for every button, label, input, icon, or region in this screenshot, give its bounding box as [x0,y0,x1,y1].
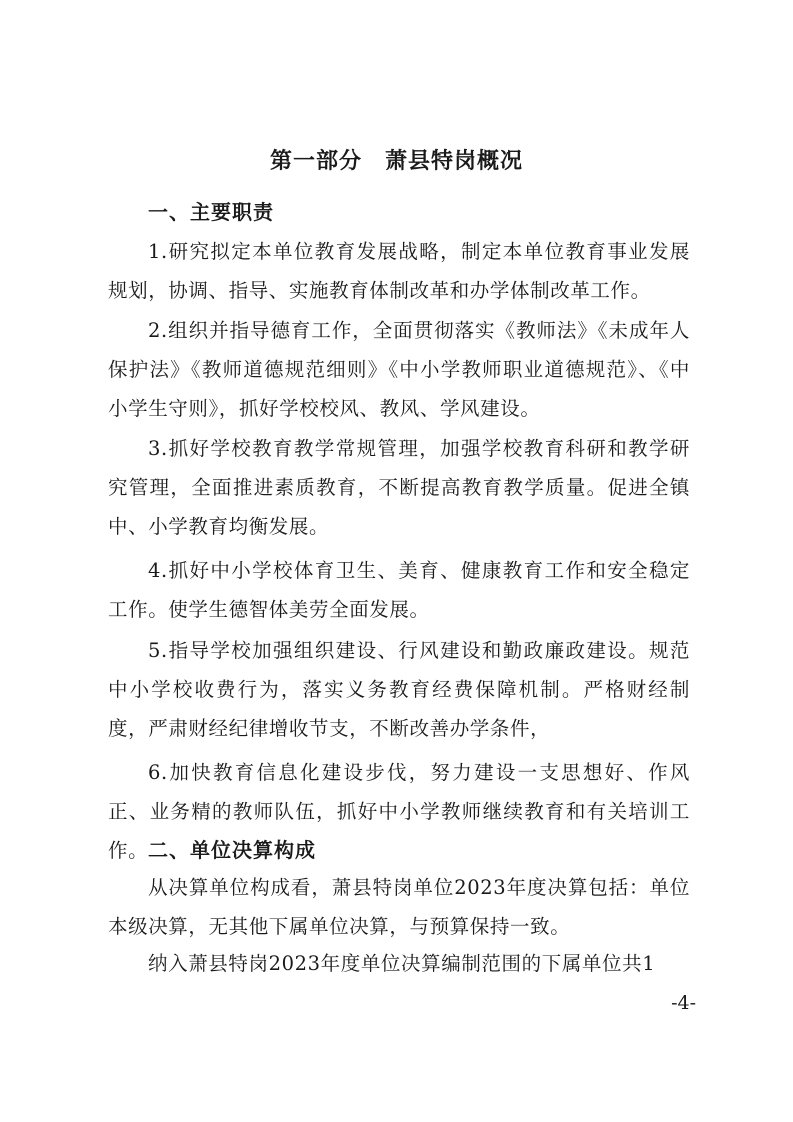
duty-paragraph-4: 4.抓好中小学校体育卫生、美育、健康教育工作和安全稳定工作。使学生德智体美劳全面发展。 [108,559,690,621]
duty-paragraph-5: 5.指导学校加强组织建设、行风建设和勤政廉政建设。规范中小学校收费行为，落实义务教育经费保障机制。严格财经制度，严肃财经纪律增收节支，不断改善办学条件， [108,639,690,740]
section-heading-composition: 二、单位决算构成 [148,838,316,862]
duty-paragraph-2: 2.组织并指导德育工作，全面贯彻落实《教师法》《未成年人保护法》《教师道德规范细则》《中小学教师职业道德规范》、《中小学生守则》，抓好学校校风、教风、学风建设。 [108,319,690,420]
page-title: 第一部分 萧县特岗概况 [269,149,523,174]
page-number: -4- [671,992,696,1014]
composition-paragraph-1: 从决算单位构成看，萧县特岗单位2023年度决算包括：单位本级决算，无其他下属单位决算，与预算保持一致。 [108,876,690,938]
section-heading-duties: 一、主要职责 [148,200,274,224]
duty-paragraph-3: 3.抓好学校教育教学常规管理，加强学校教育科研和教学研究管理，全面推进素质教育，不断提高教育教学质量。促进全镇中、小学教育均衡发展。 [108,437,690,538]
duty-paragraph-1: 1.研究拟定本单位教育发展战略，制定本单位教育事业发展规划，协调、指导、实施教育体制改革和办学体制改革工作。 [108,240,690,302]
composition-paragraph-2: 纳入萧县特岗2023年度单位决算编制范围的下属单位共1 [148,952,656,975]
duty-paragraph-6: 6.加快教育信息化建设步伐，努力建设一支思想好、作风正、业务精的教师队伍，抓好中小学教师继续教育和有关培训工作。 [108,761,690,862]
